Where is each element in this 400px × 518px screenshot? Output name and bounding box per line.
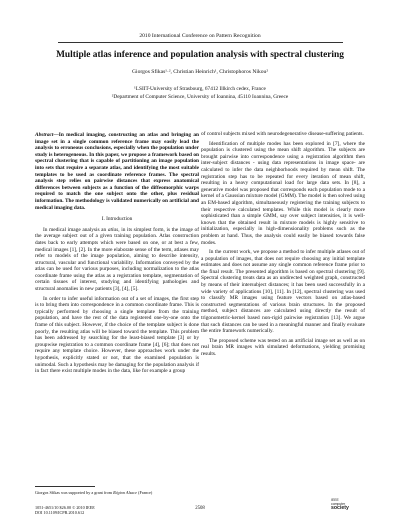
funding-footnote: Giorgos Sfikas was supported by a grant from Région Alsace (France) [35, 490, 153, 495]
affiliation-1: ¹LSIIT-University of Strasbourg, 67412 Illkirch cedex, France [134, 86, 266, 92]
abstract-text: —In medical imaging, constructing an atlas and bringing an image set in a single common reference frame may easily lead the analysis to erroneous conclusions, especially when the population under study is heterogeneous. In this paper, we propose a framework based on spectral clustering that is capable of partitioning an image population into sets that require a separate atlas, and identifying the most suitable templates to be used as coordinate reference frames. The spectral analysis step relies on pairwise distances that express anatomical differences between subjects as a function of the diffeomorphic warps required to match the one subject onto the other, plus residual information. The methodology is validated numerically on artificial and medical imaging data. [35, 132, 199, 211]
header-rule [58, 42, 343, 43]
logo-prefix: IEEE [331, 498, 339, 502]
section-heading: I. Introduction [101, 216, 133, 223]
logo-main: society [331, 505, 349, 512]
doi-line: DOI 10.1109/ICPR.2010.612 [35, 510, 85, 516]
intro-paragraph-2-continued: of control subjects mixed with neurodegenerative disease-suffering patients. [201, 131, 364, 137]
atlas-emphasis: atlas [107, 226, 119, 233]
computer-society-logo [331, 499, 367, 512]
intro-paragraph-5: The proposed scheme was tested on an artificial image set as well as on real brain MR images with simulated deformations, yielding promising results. [201, 337, 365, 357]
intro-paragraph-4: In the current work, we propose a method to infer multiple atlases out of a population of images, that does not require choosing any initial template estimates and does not assume any single common reference frame prior to the final result. The presented algorithm is based on spectral clustering [9]. Spectral clustering treats data as an undirected weighted graph, constructed by means of their intersubject distances; it has been used successfully in a wide variety of applications [10], [11]. In [12], spectral clustering was used to classify MR images using feature vectors based on atlas-based constructed segmentations of various brain structures. In the proposed method, subject distances are calculated using directly the result of trigonometric-kernel based non-rigid pairwise registration [13]. We argue that such distances can be used in a meaningful manner and finally evaluate the entire framework numerically. [201, 249, 365, 335]
right-column [201, 131, 365, 361]
page-number: 2508 [195, 506, 205, 511]
abstract-label: Abstract [35, 132, 54, 138]
conference-header: 2010 International Conference on Pattern Recognition [139, 33, 261, 39]
logo-top: computer [331, 501, 346, 506]
abstract [35, 132, 199, 211]
left-column [35, 132, 199, 378]
intro-paragraph-1: In medical image analysis an atlas, in its simplest form, is the image of the average subject out of a given training population. Atlas construction dates back to early attempts which were based on one, or at best a few, medical images [1], [2]. In the more elaborate sense of the term, atlases may refer to models of the image population, aiming to describe intensity, structural, vascular and functional variability. Information conveyed by the atlas can be used for various purposes, including normalization to the atlas coordinate frame using the atlas as a registration template, segmentation of certain tissues of interest, studying and identifying pathologies and structural anomalies in new patients [3], [4], [5]. [35, 226, 199, 293]
affiliation-2: ²Department of Computer Science, University of Ioannina, 45110 Ioannina, Greece [111, 94, 289, 100]
intro-paragraph-2: In order to infer useful information out of a set of images, the first step is to bring them into correspondence in a common coordinate frame. This is typically performed by choosing a single template from the training population, and have the rest of the data registered one-by-one onto the frame of this subject. However, if the choice of the template subject is done poorly, the resulting atlas will be biased toward the template. This problem has been addressed by searching for the least-biased template [3] or by groupwise registration to a common coordinate frame [4], [6]; that does not require any template choice. However, these approaches work under the hypothesis, explicitly stated or not, that the examined population is unimodal. Such a hypothesis may be damaging for the population analysis if in fact there exist multiple modes in the data, like for example a group [35, 295, 199, 375]
intro-paragraph-3: Identification of multiple modes has been explored in [7], where the population is clustered using the mean shift algorithm. The subjects are brought pairwise into correspondence using a registration algorithm then inter-subject distances - using data representations in image space- are calculated to infer the data neighborhoods required by mean shift. The registration step has to be repeated for every iteration of mean shift, resulting in a heavy computational load for large data sets. In [8], a generative model was proposed that corresponds each population mode to a kernel of a Gaussian mixture model (GMM). The model is then solved using an EM-based algorithm, simultaneously registering the training subjects to their respective calculated templates. While this model is clearly more sophisticated than a simple GMM, say over subject intensities, it is well-known that the obtained result in mixture models is highly sensitive to initialization, especially in high-dimensionality problems such as the problem at hand. Thus, the analysis could easily be biased towards false modes. [201, 140, 365, 246]
issn-line: 1051-4651/10 $26.00 © 2010 IEEE [35, 505, 95, 510]
author-list: Giorgos Sfikas¹·², Christian Heinrich¹, Christophoros Nikou² [131, 69, 269, 75]
footnote-rule [35, 486, 95, 487]
paper-title: Multiple atlas inference and population analysis with spectral clustering [56, 50, 344, 60]
